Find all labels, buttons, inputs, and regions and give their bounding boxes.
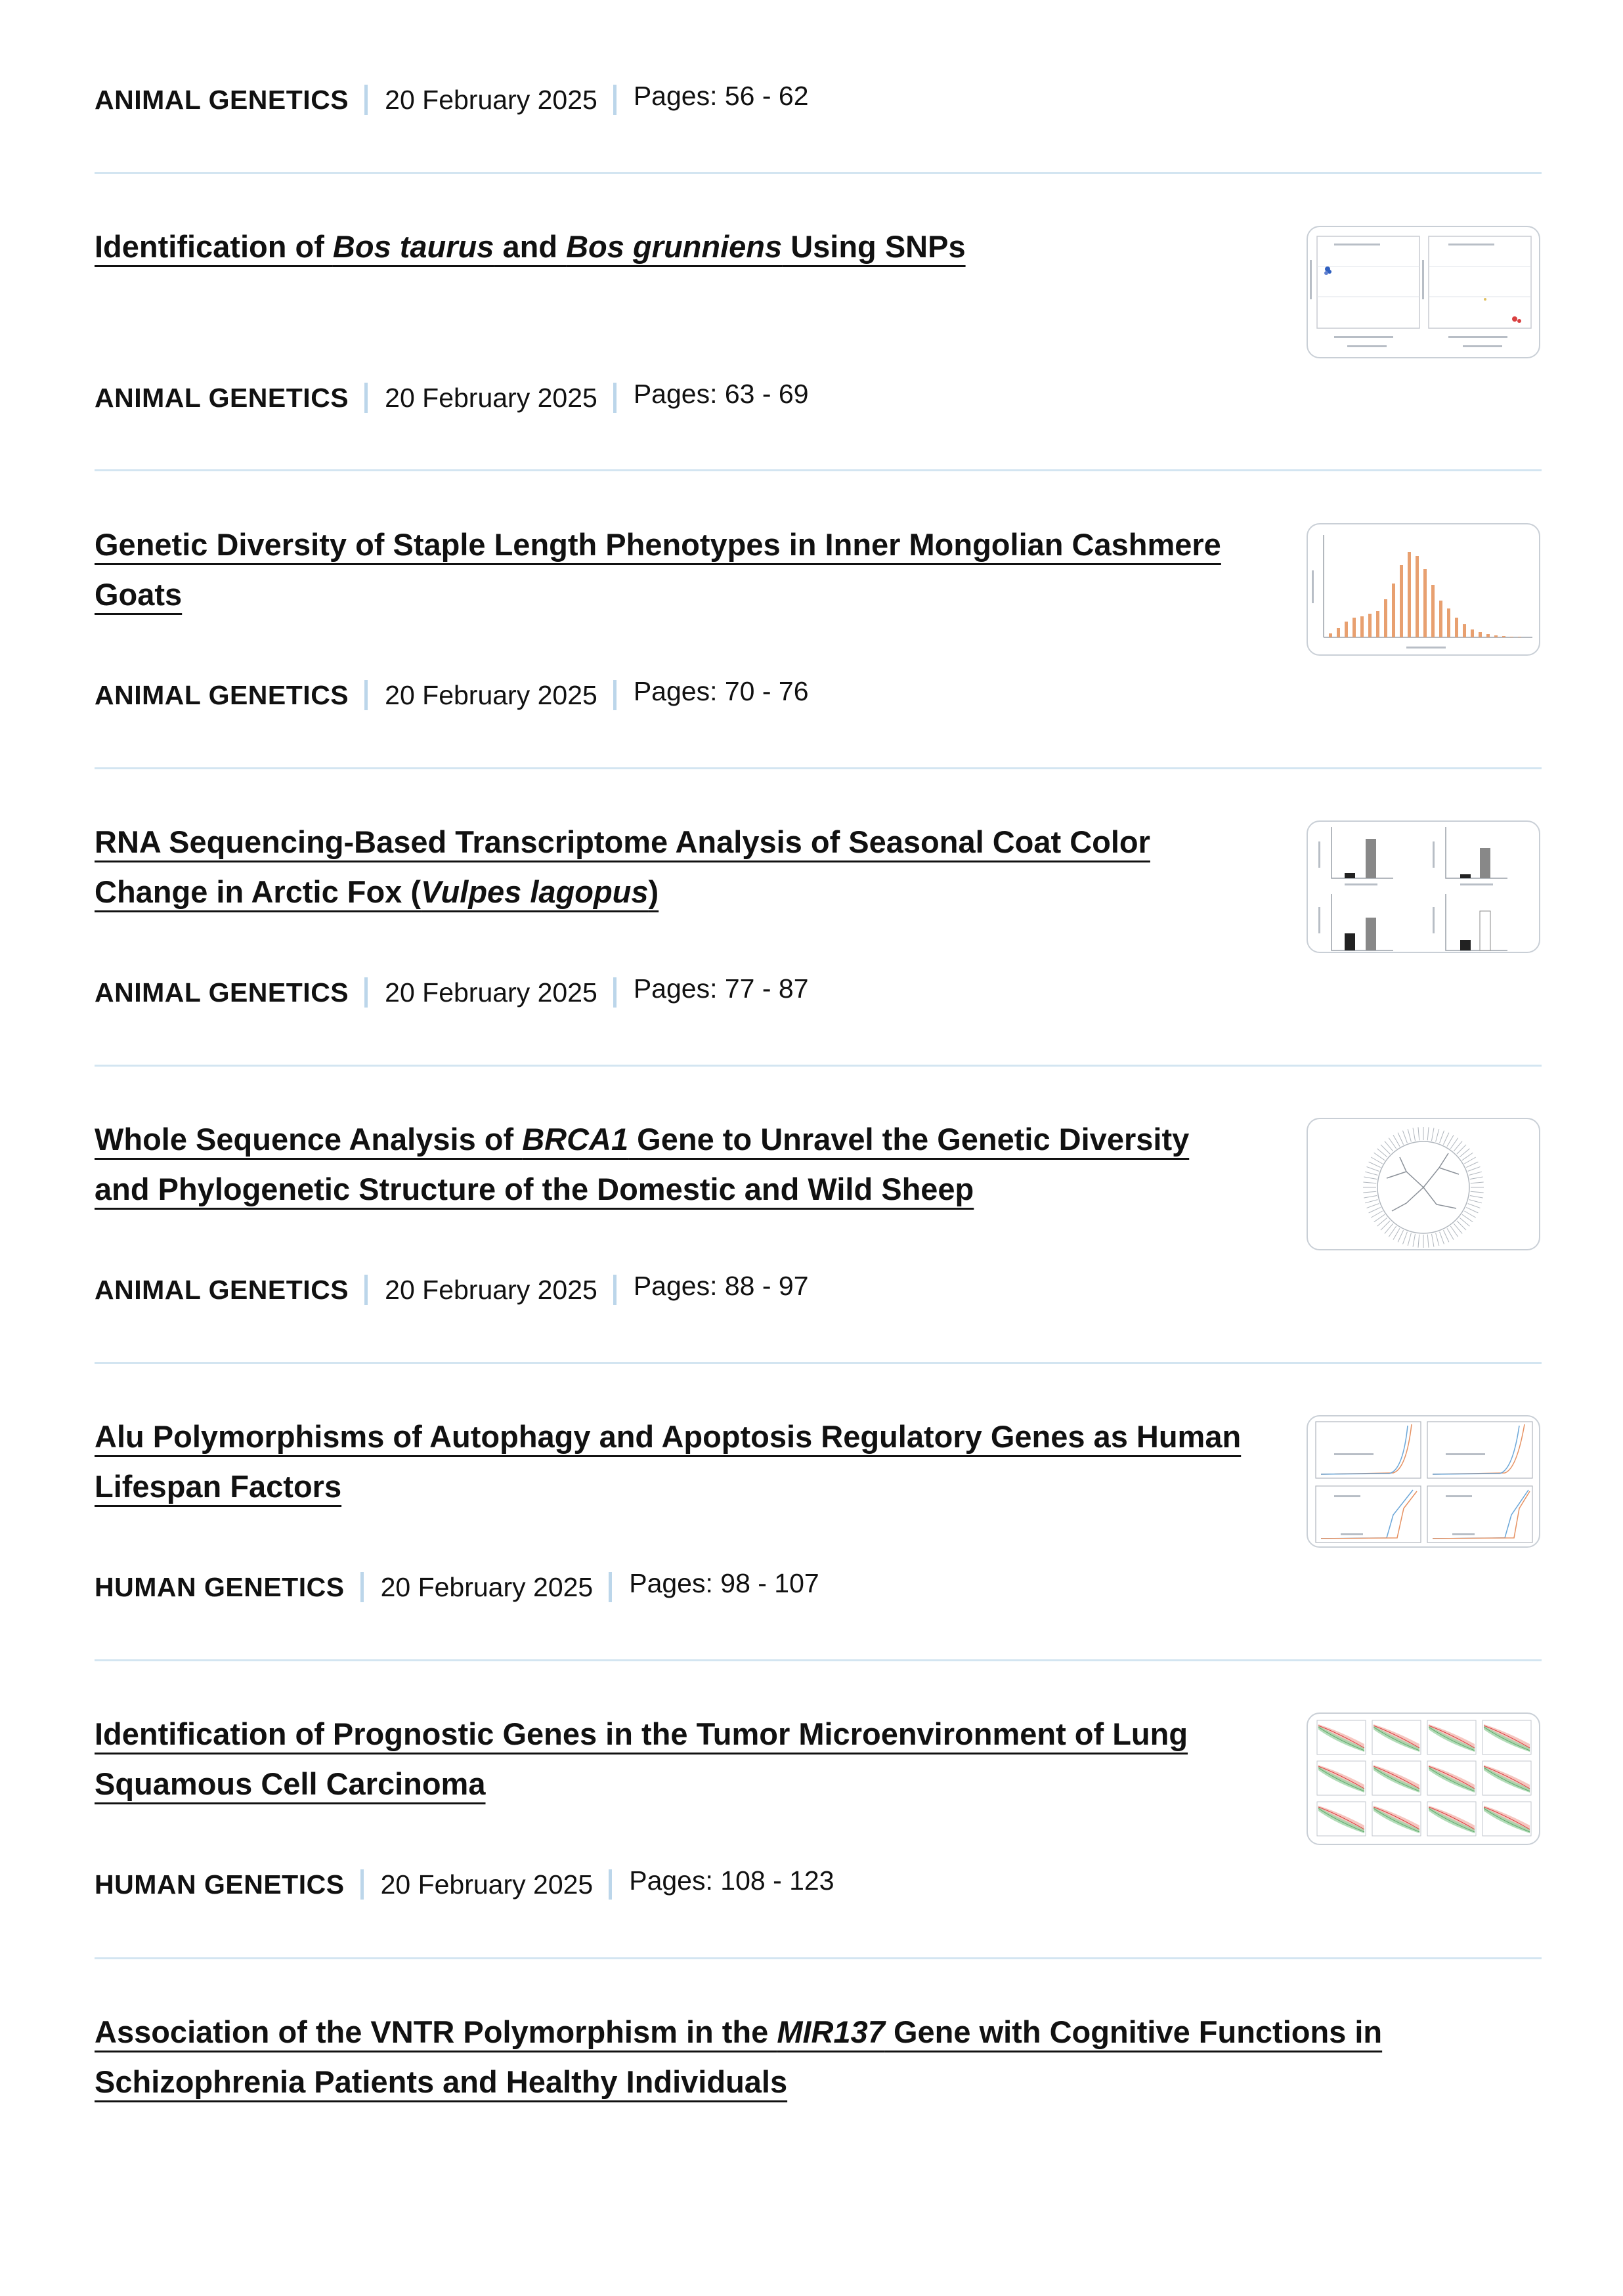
tree-leaf-label <box>1413 1128 1415 1141</box>
tree-leaf-label <box>1464 1211 1475 1218</box>
tree-leaf-label <box>1466 1162 1478 1167</box>
tree-leaf-label <box>1464 1157 1475 1164</box>
tree-leaf-label <box>1469 1172 1482 1175</box>
article-title <box>95 1412 1250 1512</box>
histogram-bar <box>1423 569 1427 637</box>
tree-leaf-label <box>1365 1172 1377 1175</box>
publication-date: 20 February 2025 <box>385 382 597 413</box>
histogram-bar <box>1337 628 1340 637</box>
article-title-link[interactable]: Genetic Diversity of Staple Length Phenotypes in Inner Mongolian Cashmere Goats <box>95 527 1221 612</box>
section-label[interactable]: ANIMAL GENETICS <box>95 84 349 115</box>
tree-leaf-label <box>1408 1129 1411 1141</box>
tree-leaf-label <box>1427 1127 1429 1140</box>
histogram-bar <box>1384 599 1387 637</box>
histogram-thumbnail[interactable] <box>1307 523 1540 656</box>
meta-separator <box>360 1572 364 1602</box>
article-meta <box>95 378 809 417</box>
meta-separator <box>613 977 617 1008</box>
section-label[interactable]: ANIMAL GENETICS <box>95 1274 349 1305</box>
tree-leaf-label <box>1398 1230 1403 1242</box>
page-range: Pages: 63 - 69 <box>633 378 809 409</box>
tree-leaf-label <box>1470 1177 1483 1179</box>
article-meta <box>95 1865 834 1904</box>
histogram-bar <box>1447 608 1450 637</box>
meta-separator <box>364 383 368 413</box>
histogram-bar <box>1439 601 1442 637</box>
meta-separator <box>364 85 368 115</box>
tree-leaf-label <box>1436 1129 1439 1141</box>
section-label[interactable]: HUMAN GENETICS <box>95 1571 345 1602</box>
tree-leaf-label <box>1471 1182 1484 1183</box>
histogram-bar <box>1494 635 1498 637</box>
page-range: Pages: 56 - 62 <box>633 80 809 111</box>
article-title <box>95 222 1250 272</box>
article-title-link[interactable]: Whole Sequence Analysis of BRCA1 Gene to Unravel the Genetic Diversity and Phylogenetic Structure of the Domestic and Wild Sheep <box>95 1122 1190 1206</box>
page-range: Pages: 70 - 76 <box>633 675 809 706</box>
tree-leaf-label <box>1470 1196 1483 1198</box>
tree-leaf-label <box>1367 1204 1379 1208</box>
tree-leaf-label <box>1432 1234 1434 1247</box>
tree-leaf-label <box>1469 1200 1482 1203</box>
tree-leaf-label <box>1364 1196 1377 1198</box>
page-range: Pages: 88 - 97 <box>633 1270 809 1301</box>
tree-leaf-label <box>1371 1211 1382 1218</box>
publication-date: 20 February 2025 <box>385 977 597 1008</box>
article-title-link[interactable]: Identification of Prognostic Genes in the Tumor Microenvironment of Lung Squamous Cell Carcinoma <box>95 1716 1188 1801</box>
tree-leaf-label <box>1440 1232 1444 1244</box>
divider <box>95 1957 1542 1959</box>
histogram-bar <box>1345 622 1348 637</box>
meta-separator <box>364 680 368 710</box>
publication-date: 20 February 2025 <box>385 1274 597 1305</box>
tree-leaf-label <box>1369 1162 1381 1167</box>
tree-leaf-label <box>1403 1232 1408 1244</box>
histogram-bar <box>1471 629 1474 637</box>
article-title <box>95 520 1250 620</box>
divider <box>95 469 1542 471</box>
page-range: Pages: 98 - 107 <box>629 1567 819 1598</box>
tree-leaf-label <box>1443 1230 1448 1242</box>
histogram-bar <box>1392 584 1395 637</box>
tree-leaf-label <box>1363 1182 1376 1183</box>
histogram-bar <box>1502 636 1505 637</box>
article-title-link[interactable]: Association of the VNTR Polymorphism in the MIR137 Gene with Cognitive Functions in Schizophrenia Patients and Healthy Individuals <box>95 2014 1383 2099</box>
meta-separator <box>609 1869 612 1900</box>
divider <box>95 1065 1542 1067</box>
tree-leaf-label <box>1363 1191 1376 1193</box>
bar-chart-thumbnail[interactable] <box>1307 820 1540 953</box>
scatter-plot-thumbnail[interactable] <box>1307 226 1540 358</box>
phylogenetic-tree-thumbnail[interactable] <box>1307 1118 1540 1250</box>
histogram-bar <box>1431 585 1435 637</box>
article-meta <box>95 80 809 119</box>
histogram-bar <box>1408 552 1411 637</box>
histogram-bar <box>1360 616 1364 637</box>
histogram-bar <box>1376 611 1379 637</box>
histogram-bar <box>1486 634 1490 637</box>
article-title <box>95 817 1250 917</box>
section-label[interactable]: ANIMAL GENETICS <box>95 382 349 413</box>
histogram-bar <box>1463 624 1466 637</box>
divider <box>95 1362 1542 1364</box>
meta-separator <box>364 1275 368 1305</box>
article-title-link[interactable]: Alu Polymorphisms of Autophagy and Apoptosis Regulatory Genes as Human Lifespan Factors <box>95 1419 1242 1504</box>
section-label[interactable]: ANIMAL GENETICS <box>95 977 349 1008</box>
article-title <box>95 2007 1552 2107</box>
section-label[interactable]: HUMAN GENETICS <box>95 1869 345 1900</box>
page-range: Pages: 77 - 87 <box>633 973 809 1004</box>
page-range: Pages: 108 - 123 <box>629 1865 834 1896</box>
tree-leaf-label <box>1468 1204 1481 1208</box>
tree-leaf-label <box>1471 1191 1484 1193</box>
meta-separator <box>609 1572 612 1602</box>
tree-leaf-label <box>1365 1200 1377 1203</box>
tree-leaf-label <box>1447 1135 1454 1146</box>
section-label[interactable]: ANIMAL GENETICS <box>95 679 349 710</box>
tree-leaf-label <box>1418 1235 1419 1248</box>
curve-panels-thumbnail[interactable] <box>1307 1415 1540 1548</box>
tree-leaf-label <box>1408 1233 1411 1246</box>
tree-leaf-label <box>1468 1167 1481 1172</box>
histogram-bar <box>1400 565 1403 637</box>
tree-leaf-label <box>1413 1234 1415 1247</box>
article-meta <box>95 675 809 715</box>
tree-leaf-label <box>1447 1228 1454 1239</box>
meta-separator <box>364 977 368 1008</box>
article-meta <box>95 1270 809 1309</box>
meta-separator <box>613 680 617 710</box>
divider <box>95 172 1542 174</box>
article-title <box>95 1115 1250 1214</box>
article-title <box>95 1709 1250 1809</box>
divider <box>95 1659 1542 1661</box>
publication-date: 20 February 2025 <box>385 84 597 115</box>
publication-date: 20 February 2025 <box>380 1571 594 1602</box>
publication-date: 20 February 2025 <box>380 1869 594 1900</box>
histogram-bar <box>1352 618 1356 637</box>
tree-leaf-label <box>1427 1235 1429 1248</box>
histogram-bar <box>1455 618 1458 637</box>
histogram-bar <box>1368 614 1372 637</box>
divider <box>95 767 1542 769</box>
meta-separator <box>613 85 617 115</box>
survival-grid-thumbnail[interactable] <box>1307 1712 1540 1845</box>
tree-leaf-label <box>1466 1207 1478 1212</box>
meta-separator <box>613 1275 617 1305</box>
tree-leaf-label <box>1432 1128 1434 1141</box>
tree-leaf-label <box>1443 1133 1448 1145</box>
tree-leaf-label <box>1403 1131 1408 1143</box>
article-title-link[interactable]: RNA Sequencing-Based Transcriptome Analysis of Seasonal Coat Color Change in Arctic Fox (Vulpes lagopus) <box>95 824 1150 909</box>
tree-leaf-label <box>1369 1207 1381 1212</box>
tree-leaf-label <box>1393 1228 1400 1239</box>
histogram-bar <box>1479 632 1482 637</box>
tree-leaf-label <box>1371 1157 1382 1164</box>
tree-leaf-label <box>1436 1233 1439 1246</box>
tree-leaf-label <box>1367 1167 1379 1172</box>
tree-leaf-label <box>1398 1133 1403 1145</box>
article-meta <box>95 1567 819 1607</box>
article-meta <box>95 973 809 1012</box>
article-title-link[interactable]: Identification of Bos taurus and Bos grunniens Using SNPs <box>95 229 966 264</box>
meta-separator <box>613 383 617 413</box>
histogram-bar <box>1416 556 1419 637</box>
tree-leaf-label <box>1364 1177 1377 1179</box>
histogram-bar <box>1329 633 1332 637</box>
tree-leaf-label <box>1440 1131 1444 1143</box>
publication-date: 20 February 2025 <box>385 679 597 710</box>
tree-leaf-label <box>1418 1127 1419 1140</box>
meta-separator <box>360 1869 364 1900</box>
tree-leaf-label <box>1393 1135 1400 1146</box>
